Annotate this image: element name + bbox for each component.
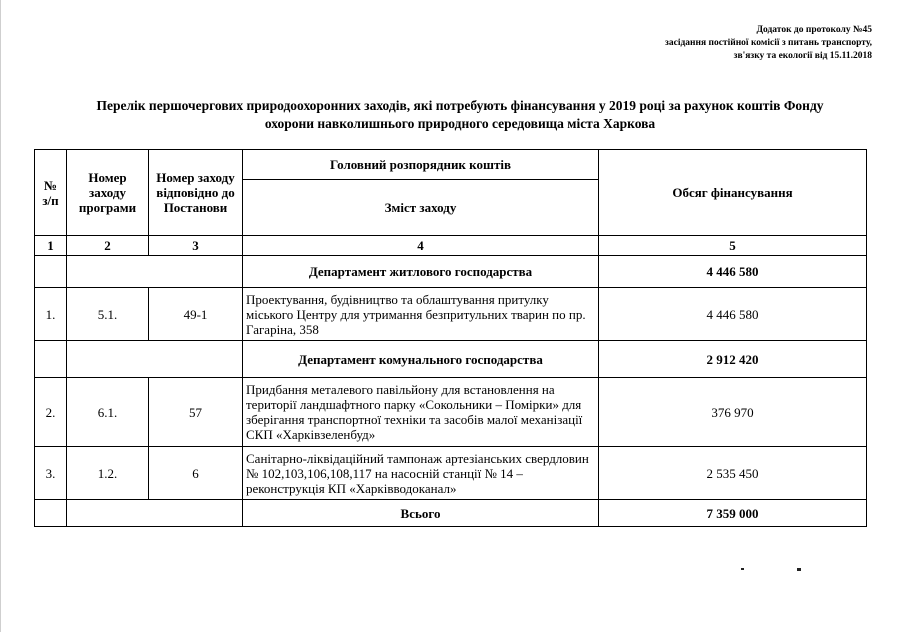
row-content: Придбання металевого павільйону для встановлення на території ландшафтного парку «Сокольники – Помірки» для зберігання транспортної техніки та засобів малої механізації СКП «Харківзеленбуд» [243, 378, 599, 447]
row-num: 3. [35, 447, 67, 500]
empty-cell [35, 341, 67, 378]
row-amount: 4 446 580 [599, 288, 867, 341]
empty-cell [67, 500, 243, 527]
total-row [35, 500, 867, 527]
row-resolution-measure: 6 [149, 447, 243, 500]
empty-cell [67, 256, 243, 288]
table-row [35, 447, 867, 500]
column-number: 5 [599, 236, 867, 256]
measures-table [34, 149, 867, 527]
department-total: 2 912 420 [599, 341, 867, 378]
scan-speck [741, 568, 744, 570]
row-program-measure: 5.1. [67, 288, 149, 341]
total-label: Всього [243, 500, 599, 527]
protocol-note [532, 24, 872, 63]
row-content: Проектування, будівництво та облаштування притулку міського Центру для утримання безпритульних тварин по пр. Гагаріна, 358 [243, 288, 599, 341]
row-resolution-measure: 57 [149, 378, 243, 447]
department-name: Департамент житлового господарства [243, 256, 599, 288]
header-content: Зміст заходу [243, 180, 599, 236]
protocol-note-line: Додаток до протоколу №45 [756, 25, 872, 35]
table-row [35, 288, 867, 341]
row-program-measure: 1.2. [67, 447, 149, 500]
header-amount: Обсяг фінансування [599, 150, 867, 236]
header-row [35, 150, 867, 180]
empty-cell [67, 341, 243, 378]
table-row [35, 378, 867, 447]
empty-cell [35, 256, 67, 288]
header-num: № з/п [35, 150, 67, 236]
header-manager: Головний розпорядник коштів [243, 150, 599, 180]
row-amount: 376 970 [599, 378, 867, 447]
header-program-measure: Номер заходу програми [67, 150, 149, 236]
department-row [35, 341, 867, 378]
scan-speck [797, 568, 801, 571]
document-title [40, 97, 880, 133]
column-number: 4 [243, 236, 599, 256]
department-name: Департамент комунального господарства [243, 341, 599, 378]
protocol-note-line: зв'язку та екології від 15.11.2018 [733, 51, 872, 61]
column-numbers-row [35, 236, 867, 256]
empty-cell [35, 500, 67, 527]
row-program-measure: 6.1. [67, 378, 149, 447]
row-amount: 2 535 450 [599, 447, 867, 500]
column-number: 3 [149, 236, 243, 256]
scan-edge [0, 0, 1, 632]
row-num: 1. [35, 288, 67, 341]
row-resolution-measure: 49-1 [149, 288, 243, 341]
document-title-line: Перелік першочергових природоохоронних заходів, які потребують фінансування у 2019 році за рахунок коштів Фонду [96, 98, 824, 113]
column-number: 1 [35, 236, 67, 256]
header-resolution-measure: Номер заходу відповідно до Постанови [149, 150, 243, 236]
department-row [35, 256, 867, 288]
row-num: 2. [35, 378, 67, 447]
total-value: 7 359 000 [599, 500, 867, 527]
column-number: 2 [67, 236, 149, 256]
row-content: Санітарно-ліквідаційний тампонаж артезіанських свердловин № 102,103,106,108,117 на насосній станції № 14 – реконструкція КП «Харківводоканал» [243, 447, 599, 500]
protocol-note-line: засідання постійної комісії з питань транспорту, [665, 38, 872, 48]
document-title-line: охорони навколишнього природного середовища міста Харкова [264, 116, 656, 131]
department-total: 4 446 580 [599, 256, 867, 288]
